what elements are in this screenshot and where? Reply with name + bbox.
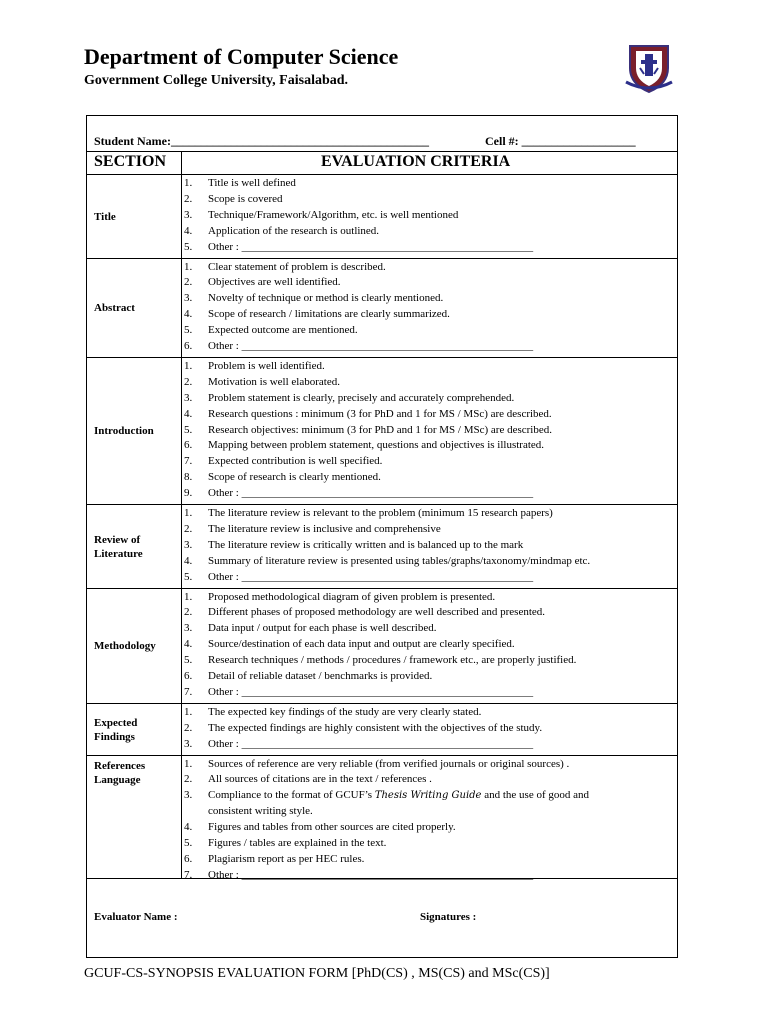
criteria-text: Problem statement is clearly, precisely and accurately comprehended.	[208, 391, 515, 404]
section-divider	[87, 588, 677, 589]
department-title: Department of Computer Science	[84, 44, 399, 69]
criteria-number: 5.	[184, 654, 193, 667]
criteria-item	[184, 339, 533, 353]
evaluation-form	[86, 115, 678, 958]
criteria-item	[184, 721, 542, 735]
criteria-number: 1.	[184, 177, 193, 189]
criteria-number: 5.	[184, 837, 193, 849]
criteria-text: Detail of reliable dataset / benchmarks is provided.	[208, 670, 433, 682]
criteria-text: Clear statement of problem is described.	[208, 260, 386, 273]
criteria-item	[184, 669, 432, 683]
criteria-text: Compliance to the format of GCUF’s	[208, 789, 375, 802]
criteria-number: 4.	[184, 821, 193, 834]
university-name: Government College University, Faisalabad.	[84, 73, 349, 88]
criteria-number: 5.	[184, 570, 193, 583]
criteria-item	[184, 788, 589, 803]
criteria-text: Technique/Framework/Algorithm, etc. is well mentioned	[208, 208, 459, 221]
criteria-item	[184, 737, 533, 751]
section-label	[94, 759, 145, 787]
criteria-number: 3.	[184, 292, 193, 305]
criteria-item	[184, 538, 523, 552]
criteria-number: 3.	[184, 737, 193, 750]
criteria-item	[184, 375, 340, 389]
criteria-number: 1.	[184, 705, 193, 718]
section-label	[94, 424, 154, 438]
criteria-item	[184, 621, 437, 635]
section-label-line: Review of	[94, 533, 141, 546]
thesis-guide-text: Thesis Writing Guide	[374, 790, 482, 802]
criteria-item	[184, 757, 569, 771]
criteria-item	[184, 705, 481, 719]
criteria-item	[184, 423, 552, 437]
criteria-text: Data input / output for each phase is well described.	[208, 622, 437, 635]
criteria-text: Scope is covered	[208, 192, 283, 205]
section-label	[94, 301, 135, 315]
section-divider	[87, 755, 677, 756]
criteria-number: 2.	[184, 721, 193, 734]
section-label-line: Title	[94, 210, 116, 223]
criteria-number: 5.	[184, 240, 193, 253]
university-crest-icon	[624, 42, 674, 96]
criteria-item	[184, 407, 552, 421]
criteria-text: Proposed methodological diagram of given problem is presented.	[208, 590, 496, 603]
criteria-text: Research techniques / methods / procedures / framework etc., are properly justified.	[208, 654, 577, 667]
divider	[87, 174, 677, 175]
criteria-item	[184, 224, 379, 238]
section-label-line: Expected	[94, 716, 138, 729]
evaluator-name-label: Evaluator Name :	[94, 911, 178, 923]
criteria-text: Source/destination of each data input and output are clearly specified.	[208, 638, 515, 651]
criteria-text: Other : _____________________________________________________	[208, 685, 534, 698]
criteria-text: Expected contribution is well specified.	[208, 455, 383, 468]
criteria-text: Figures / tables are explained in the text.	[208, 837, 387, 849]
criteria-text: The expected key findings of the study are very clearly stated.	[208, 705, 482, 718]
criteria-number: 2.	[184, 606, 193, 619]
section-label-line: References	[94, 759, 146, 772]
criteria-text-continued: and the use of good and	[481, 789, 590, 802]
criteria-number: 3.	[184, 391, 193, 404]
criteria-item	[184, 359, 325, 373]
criteria-text: Scope of research is clearly mentioned.	[208, 471, 381, 484]
section-divider	[87, 357, 677, 358]
criteria-number: 6.	[184, 852, 193, 865]
criteria-text: Sources of reference are very reliable (from verified journals or original sources) .	[208, 757, 570, 770]
criteria-number: 9.	[184, 487, 193, 500]
criteria-number: 1.	[184, 260, 193, 273]
criteria-item	[184, 590, 495, 604]
criteria-item	[184, 260, 386, 274]
criteria-item	[184, 554, 590, 568]
criteria-number: 8.	[184, 471, 193, 484]
criteria-number: 6.	[184, 340, 193, 352]
criteria-number: 3.	[184, 208, 193, 221]
criteria-item	[184, 307, 450, 321]
section-label-line: Findings	[94, 730, 135, 743]
criteria-text: Novelty of technique or method is clearly mentioned.	[208, 292, 444, 305]
criteria-item	[184, 522, 441, 536]
section-label-line: Introduction	[94, 425, 154, 438]
criteria-number: 4.	[184, 554, 193, 567]
criteria-item	[184, 605, 545, 619]
criteria-text: Expected outcome are mentioned.	[208, 324, 358, 337]
criteria-text: Research questions : minimum (3 for PhD and 1 for MS / MSc) are described.	[208, 407, 552, 420]
criteria-column-header: EVALUATION CRITERIA	[321, 153, 511, 170]
criteria-text: Title is well defined	[208, 177, 296, 189]
section-label	[94, 210, 116, 224]
criteria-number: 4.	[184, 638, 193, 651]
criteria-number: 2.	[184, 522, 193, 535]
criteria-text: Other : _____________________________________________________	[208, 240, 534, 253]
criteria-text: Research objectives: minimum (3 for PhD and 1 for MS / MSc) are described.	[208, 423, 552, 436]
criteria-item	[184, 772, 432, 786]
criteria-item	[184, 804, 313, 818]
criteria-text: The expected findings are highly consistent with the objectives of the study.	[208, 721, 543, 734]
criteria-text: The literature review is relevant to the problem (minimum 15 research papers)	[208, 507, 553, 519]
criteria-item	[184, 570, 533, 584]
criteria-text: Mapping between problem statement, questions and objectives is illustrated.	[208, 439, 545, 452]
criteria-text: Summary of literature review is presented using tables/graphs/taxonomy/mindmap etc.	[208, 554, 591, 567]
criteria-number: 5.	[184, 324, 193, 337]
criteria-item	[184, 470, 381, 484]
criteria-number: 1.	[184, 757, 193, 770]
section-divider	[87, 703, 677, 704]
section-divider	[87, 504, 677, 505]
criteria-number: 4.	[184, 407, 193, 420]
criteria-item	[184, 391, 514, 405]
criteria-text: Other : _____________________________________________________	[208, 340, 534, 352]
criteria-item	[184, 192, 283, 206]
divider	[87, 878, 677, 879]
criteria-item	[184, 653, 576, 667]
criteria-item	[184, 323, 358, 337]
criteria-text: All sources of citations are in the text / references .	[208, 773, 432, 786]
criteria-item	[184, 454, 382, 468]
criteria-text: Different phases of proposed methodology are well described and presented.	[208, 606, 546, 619]
student-name-field[interactable]: Student Name:___________________________________________	[94, 134, 429, 148]
section-column-header: SECTION	[94, 153, 167, 170]
criteria-item	[184, 836, 386, 850]
column-divider	[181, 152, 182, 878]
signatures-label: Signatures :	[420, 911, 477, 923]
criteria-text: The literature review is inclusive and comprehensive	[208, 522, 441, 535]
criteria-number: 7.	[184, 685, 193, 698]
criteria-number: 1.	[184, 590, 193, 603]
divider	[87, 151, 677, 152]
section-label-line: Literature	[94, 547, 143, 560]
criteria-text: Other : _____________________________________________________	[208, 868, 534, 881]
criteria-number: 2.	[184, 375, 193, 388]
criteria-number: 3.	[184, 789, 193, 802]
criteria-item	[184, 275, 341, 289]
criteria-number: 6.	[184, 670, 193, 682]
criteria-item	[184, 176, 296, 190]
criteria-text: Figures and tables from other sources are cited properly.	[208, 821, 456, 834]
criteria-text: Motivation is well elaborated.	[208, 375, 340, 388]
criteria-item	[184, 868, 533, 882]
criteria-number: 2.	[184, 773, 193, 786]
section-label	[94, 533, 143, 561]
criteria-number: 2.	[184, 276, 193, 289]
criteria-text: Application of the research is outlined.	[208, 224, 380, 237]
criteria-text: Problem is well identified.	[208, 359, 325, 372]
criteria-number: 3.	[184, 622, 193, 635]
criteria-item	[184, 240, 533, 254]
section-label-line: Methodology	[94, 640, 156, 653]
criteria-text: Other : _____________________________________________________	[208, 487, 534, 500]
criteria-number: 1.	[184, 359, 193, 372]
criteria-item	[184, 506, 553, 520]
criteria-text: Objectives are well identified.	[208, 276, 341, 289]
criteria-text: Other : _____________________________________________________	[208, 737, 534, 750]
section-label	[94, 639, 156, 653]
criteria-text: Plagiarism report as per HEC rules.	[208, 852, 365, 865]
criteria-text: consistent writing style.	[208, 805, 313, 818]
criteria-number: 2.	[184, 192, 193, 205]
criteria-text: Other : _____________________________________________________	[208, 570, 534, 583]
criteria-number: 5.	[184, 423, 193, 436]
criteria-text: Scope of research / limitations are clearly summarized.	[208, 308, 450, 321]
section-label	[94, 716, 137, 744]
cell-number-field[interactable]: Cell #: ___________________	[485, 134, 636, 148]
criteria-item	[184, 852, 364, 866]
section-label-line: Abstract	[94, 302, 135, 315]
criteria-item	[184, 685, 533, 699]
criteria-number: 1.	[184, 507, 193, 519]
criteria-text: The literature review is critically written and is balanced up to the mark	[208, 538, 524, 551]
criteria-item	[184, 291, 443, 305]
section-divider	[87, 258, 677, 259]
criteria-number: 7.	[184, 455, 193, 468]
criteria-item	[184, 438, 544, 452]
criteria-item	[184, 486, 533, 500]
criteria-number: 6.	[184, 439, 193, 452]
section-label-line: Language	[94, 773, 141, 786]
criteria-number: 7.	[184, 868, 193, 881]
criteria-item	[184, 637, 515, 651]
criteria-item	[184, 820, 456, 834]
criteria-number: 4.	[184, 224, 193, 237]
form-footer: GCUF-CS-SYNOPSIS EVALUATION FORM [PhD(CS) , MS(CS) and MSc(CS)]	[84, 966, 550, 981]
criteria-number: 4.	[184, 308, 193, 321]
criteria-item	[184, 208, 458, 222]
criteria-number: 3.	[184, 538, 193, 551]
